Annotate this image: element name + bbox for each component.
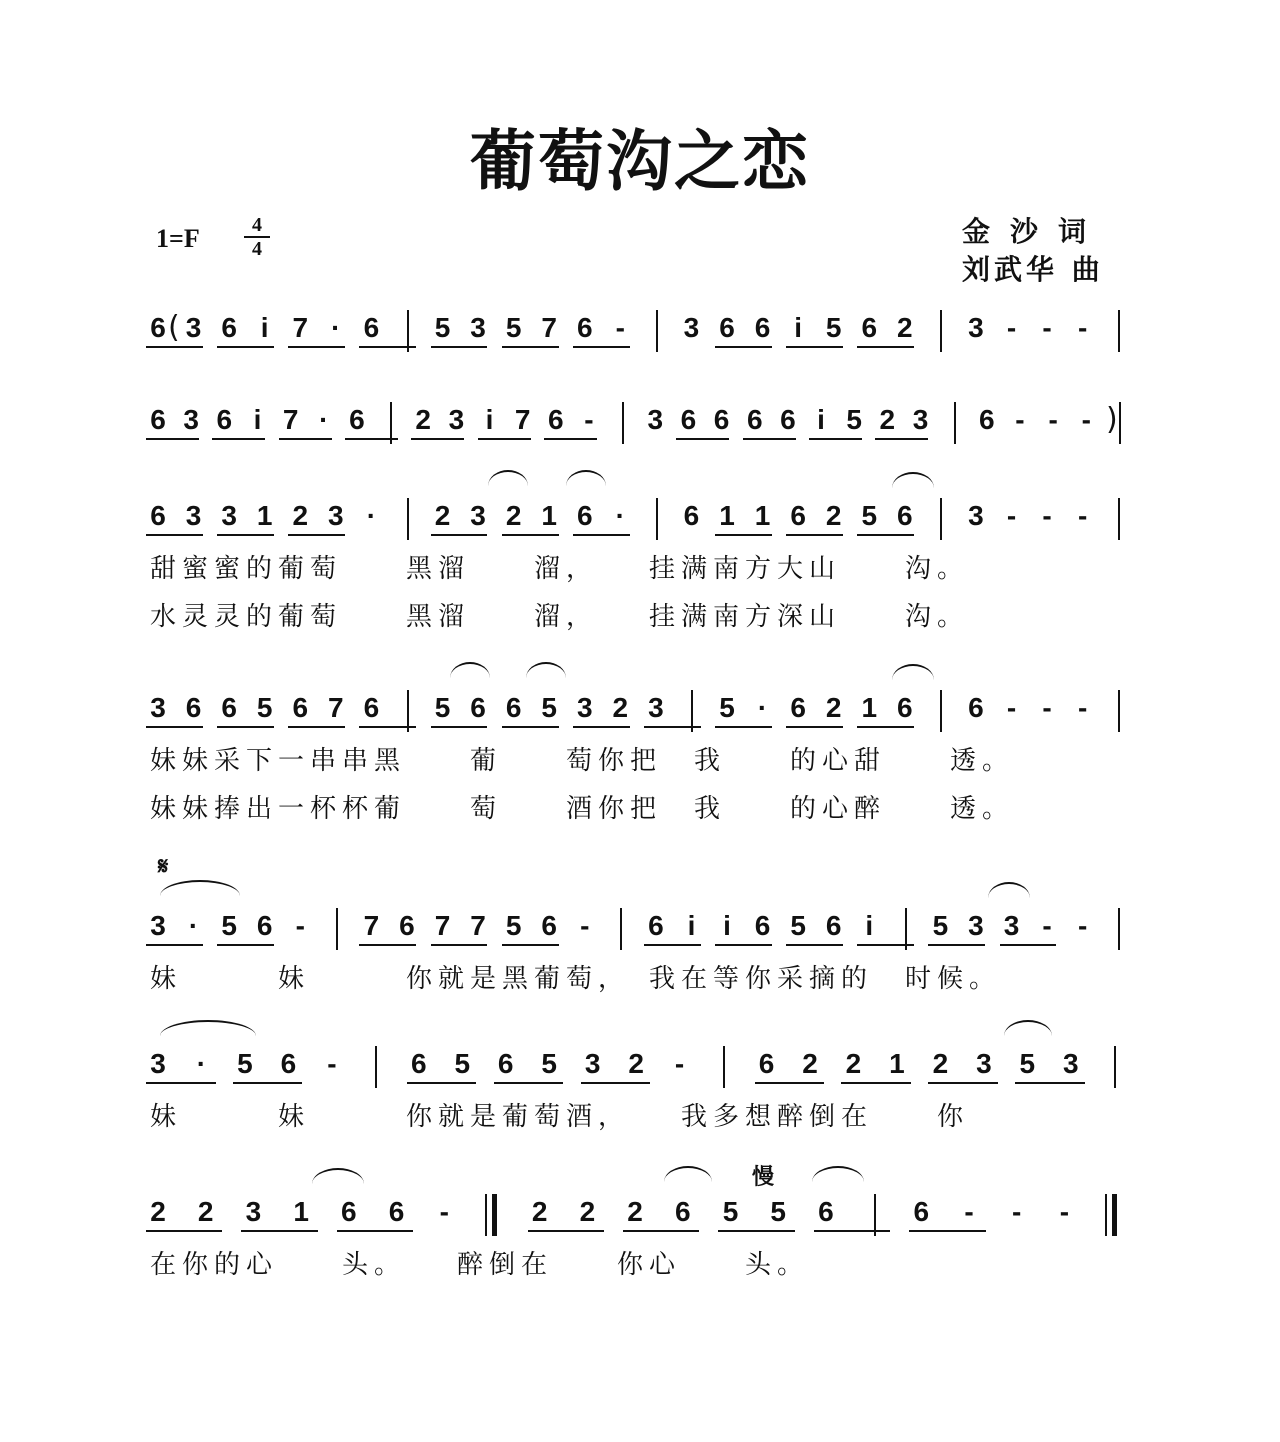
bar-line	[407, 310, 409, 352]
note: -	[1042, 312, 1052, 343]
beam	[431, 346, 488, 348]
note: 7	[292, 312, 309, 343]
beam	[786, 346, 843, 348]
note: i	[687, 910, 696, 941]
note: 2	[434, 500, 451, 531]
note: 6	[497, 1048, 514, 1079]
lyric-line: 妹妹捧出一杯杯葡 萄 酒你把 我 的心醉 透。	[150, 794, 1015, 824]
beam	[217, 534, 274, 536]
beam	[581, 1082, 651, 1084]
beam	[146, 438, 199, 440]
note: 6	[968, 692, 984, 723]
note: 1	[541, 500, 557, 531]
beam	[241, 1230, 317, 1232]
bar-line	[622, 402, 624, 444]
beam	[573, 726, 630, 728]
beam	[494, 1082, 564, 1084]
note: 6	[216, 404, 233, 435]
note: 6	[541, 910, 557, 941]
note: 7	[282, 404, 299, 435]
note: 6	[680, 404, 697, 435]
note: ·	[366, 500, 377, 531]
note: -	[1077, 312, 1088, 343]
note: ·	[331, 312, 341, 343]
note: 6	[790, 692, 806, 723]
note: 3	[185, 312, 202, 343]
note: 2	[415, 404, 431, 435]
note: -	[1077, 500, 1088, 531]
note: 1	[754, 500, 771, 531]
lyric-line: 在你的心 头。 醉倒在 你心 头。	[150, 1250, 810, 1280]
bar-line	[1118, 908, 1120, 950]
note: 3	[976, 1048, 992, 1079]
note: 6	[674, 1196, 691, 1227]
note: 6	[897, 500, 913, 531]
note: 6	[758, 1048, 775, 1079]
note: 6	[719, 312, 735, 343]
beam	[875, 438, 928, 440]
note: 6	[897, 692, 913, 723]
note: 7	[541, 312, 557, 343]
bar-line	[905, 908, 907, 950]
note: 6	[388, 1196, 405, 1227]
note: -	[1077, 910, 1088, 941]
beam	[857, 346, 914, 348]
slur	[566, 470, 606, 486]
note: 3	[328, 500, 344, 531]
slur	[526, 662, 566, 678]
note: 3	[221, 500, 237, 531]
beam	[928, 944, 985, 946]
note: 3	[584, 1048, 601, 1079]
beam	[146, 346, 203, 348]
note: 5	[846, 404, 862, 435]
note: 5	[541, 1048, 557, 1079]
slur	[892, 472, 934, 488]
note: 6	[470, 692, 486, 723]
beam	[146, 534, 203, 536]
note: 2	[292, 500, 309, 531]
note: 3	[183, 404, 199, 435]
beam	[279, 438, 332, 440]
note: -	[584, 404, 594, 435]
beam	[1015, 1082, 1085, 1084]
note: 6	[363, 312, 380, 343]
note: 5	[861, 500, 878, 531]
note: 7	[363, 910, 380, 941]
bar-line	[1112, 1194, 1117, 1236]
bar-line	[656, 498, 658, 540]
note: 6	[648, 910, 664, 941]
note: 6	[746, 404, 763, 435]
note: -	[327, 1048, 337, 1079]
note: -	[1042, 692, 1052, 723]
note: 2	[505, 500, 522, 531]
slur	[312, 1168, 364, 1184]
beam	[288, 726, 345, 728]
beam	[502, 726, 559, 728]
bar-line	[390, 402, 392, 444]
beam	[715, 726, 772, 728]
note: 5	[434, 312, 451, 343]
beam	[623, 1230, 699, 1232]
note: -	[615, 312, 625, 343]
note: 3	[683, 312, 700, 343]
note: 6	[411, 1048, 427, 1079]
slur	[892, 664, 934, 680]
lyric-line: 水灵灵的葡萄 黑溜 溜， 挂满南方深山 沟。	[150, 602, 970, 632]
beam	[359, 944, 416, 946]
note: i	[794, 312, 803, 343]
beam	[502, 944, 559, 946]
open-paren: (	[168, 310, 180, 345]
note: ·	[615, 500, 625, 531]
time-signature-bottom: 4	[252, 238, 262, 260]
slur	[1004, 1020, 1052, 1036]
note: 6	[292, 692, 309, 723]
note: 6	[341, 1196, 357, 1227]
note: 5	[505, 312, 522, 343]
note: 3	[150, 692, 166, 723]
beam	[544, 438, 597, 440]
note: 3	[150, 910, 166, 941]
note: 2	[628, 1048, 644, 1079]
note: ·	[196, 1048, 207, 1079]
beam	[407, 1082, 477, 1084]
beam	[841, 1082, 911, 1084]
beam	[755, 1082, 825, 1084]
beam	[528, 1230, 604, 1232]
note: 6	[548, 404, 564, 435]
beam	[809, 438, 862, 440]
note: 3	[912, 404, 929, 435]
time-signature	[244, 214, 270, 260]
bar-line	[336, 908, 338, 950]
note: 2	[802, 1048, 818, 1079]
note: 6	[713, 404, 730, 435]
note: 2	[197, 1196, 214, 1227]
bar-line	[1114, 1046, 1116, 1088]
note: 2	[845, 1048, 862, 1079]
note: -	[1077, 692, 1088, 723]
beam	[909, 1230, 985, 1232]
note: 6	[399, 910, 415, 941]
beam	[288, 346, 345, 348]
note: 1	[256, 500, 273, 531]
note: 6	[576, 500, 593, 531]
note: 5	[825, 312, 842, 343]
note: 7	[328, 692, 344, 723]
bar-line	[691, 690, 693, 732]
note: 2	[825, 692, 842, 723]
note: 7	[470, 910, 486, 941]
song-title: 葡萄沟之恋	[470, 123, 810, 200]
bar-line	[1118, 690, 1120, 732]
note: 5	[1019, 1048, 1036, 1079]
note: 3	[968, 910, 984, 941]
note: 5	[770, 1196, 786, 1227]
note: 6	[221, 692, 237, 723]
note: -	[1042, 910, 1052, 941]
note: 6	[150, 404, 166, 435]
beam	[431, 944, 488, 946]
note: 6	[754, 910, 771, 941]
note: 5	[221, 910, 237, 941]
beam	[478, 438, 531, 440]
note: -	[1059, 1196, 1070, 1227]
note: i	[253, 404, 262, 435]
beam	[743, 438, 796, 440]
note: 2	[531, 1196, 548, 1227]
beam	[431, 534, 488, 536]
note: -	[964, 1196, 974, 1227]
note: i	[723, 910, 731, 941]
beam	[502, 346, 559, 348]
note: -	[439, 1196, 449, 1227]
note: 6	[683, 500, 700, 531]
beam	[217, 944, 274, 946]
note: 3	[150, 1048, 166, 1079]
note: 5	[454, 1048, 471, 1079]
note: 2	[932, 1048, 949, 1079]
note: 3	[647, 404, 664, 435]
note: 6	[256, 910, 273, 941]
note: 1	[293, 1196, 309, 1227]
key-signature: 1=F	[156, 224, 200, 253]
beam	[676, 438, 729, 440]
note: 5	[434, 692, 451, 723]
beam	[928, 1082, 998, 1084]
beam	[146, 944, 203, 946]
note: 3	[968, 500, 984, 531]
beam	[715, 534, 772, 536]
note: 6	[913, 1196, 930, 1227]
note: 1	[719, 500, 735, 531]
slur	[488, 470, 528, 486]
note: 6	[150, 500, 166, 531]
note: -	[1006, 500, 1017, 531]
note: 2	[612, 692, 629, 723]
note: 5	[256, 692, 273, 723]
segno-sign: 𝄋	[158, 852, 169, 880]
note: 6	[825, 910, 842, 941]
slur	[160, 1020, 256, 1036]
beam	[431, 726, 488, 728]
bar-line	[485, 1194, 487, 1236]
bar-line	[940, 498, 942, 540]
beam	[814, 1230, 890, 1232]
beam	[146, 1082, 216, 1084]
note: 2	[825, 500, 842, 531]
note: 3	[185, 500, 202, 531]
note: -	[580, 910, 590, 941]
note: 3	[576, 692, 593, 723]
lyric-line: 甜蜜蜜的葡萄 黑溜 溜， 挂满南方大山 沟。	[150, 554, 970, 584]
bar-line	[723, 1046, 725, 1088]
note: 6	[505, 692, 522, 723]
beam	[573, 346, 630, 348]
note: i	[485, 404, 494, 435]
note: 2	[150, 1196, 166, 1227]
note: 5	[237, 1048, 253, 1079]
slur	[450, 662, 490, 678]
note: -	[295, 910, 305, 941]
note: 2	[879, 404, 896, 435]
note: -	[1042, 500, 1052, 531]
note: -	[1012, 1196, 1022, 1227]
note: 6	[818, 1196, 834, 1227]
note: 6	[754, 312, 771, 343]
bar-line	[940, 690, 942, 732]
note: 5	[932, 910, 949, 941]
note: 6	[280, 1048, 297, 1079]
note: 2	[897, 312, 913, 343]
bar-line	[1119, 402, 1121, 444]
slur	[988, 882, 1030, 898]
bar-line	[407, 498, 409, 540]
bar-line	[874, 1194, 876, 1236]
note: 3	[968, 312, 984, 343]
bar-line	[492, 1194, 497, 1236]
beam	[857, 726, 914, 728]
note: 6	[576, 312, 593, 343]
beam	[217, 346, 274, 348]
beam	[786, 726, 843, 728]
beam	[411, 438, 464, 440]
note: 2	[579, 1196, 596, 1227]
note: 3	[470, 500, 486, 531]
note: 7	[434, 910, 451, 941]
beam	[573, 534, 630, 536]
beam	[857, 534, 914, 536]
note: -	[1048, 404, 1058, 435]
note: 6	[861, 312, 878, 343]
beam	[146, 1230, 222, 1232]
slur	[812, 1166, 864, 1182]
slur	[664, 1166, 712, 1182]
bar-line	[620, 908, 622, 950]
note: 3	[245, 1196, 262, 1227]
note: i	[817, 404, 825, 435]
beam	[288, 534, 345, 536]
note: 5	[505, 910, 522, 941]
beam	[786, 534, 843, 536]
note: 7	[514, 404, 531, 435]
tempo-marking: 慢	[752, 1165, 775, 1190]
bar-line	[1105, 1194, 1107, 1236]
beam	[217, 726, 274, 728]
note: 6	[150, 312, 166, 343]
bar-line	[407, 690, 409, 732]
note: i	[260, 312, 269, 343]
note: 5	[722, 1196, 739, 1227]
note: 2	[627, 1196, 643, 1227]
beam	[715, 944, 772, 946]
note: 6	[349, 404, 365, 435]
note: 3	[1063, 1048, 1079, 1079]
beam	[644, 944, 701, 946]
note: 6	[979, 404, 995, 435]
bar-line	[954, 402, 956, 444]
note: 6	[221, 312, 237, 343]
lyric-line: 妹妹采下一串串黑 葡 萄你把 我 的心甜 透。	[150, 746, 1015, 776]
lyric-line: 妹 妹 你就是黑葡萄， 我在等你采摘的 时候。	[150, 964, 1002, 994]
note: 3	[648, 692, 664, 723]
lyric-line: 妹 妹 你就是葡萄酒， 我多想醉倒在 你	[150, 1102, 970, 1132]
beam	[718, 1230, 794, 1232]
beam	[786, 944, 843, 946]
composer-credit: 刘武华 曲	[962, 253, 1104, 286]
close-paren: )	[1106, 402, 1118, 437]
bar-line	[1118, 310, 1120, 352]
note: -	[674, 1048, 685, 1079]
note: ·	[188, 910, 199, 941]
note: 1	[889, 1048, 905, 1079]
bar-line	[940, 310, 942, 352]
note: -	[1081, 404, 1091, 435]
beam	[502, 534, 559, 536]
beam	[212, 438, 265, 440]
note: i	[865, 910, 874, 941]
note: -	[1015, 404, 1025, 435]
note: -	[1006, 692, 1017, 723]
beam	[233, 1082, 303, 1084]
bar-line	[656, 310, 658, 352]
bar-line	[1118, 498, 1120, 540]
beam	[715, 346, 772, 348]
note: 5	[719, 692, 735, 723]
beam	[146, 726, 203, 728]
note: 5	[790, 910, 806, 941]
note: 3	[470, 312, 486, 343]
note: 6	[185, 692, 202, 723]
note: ·	[319, 404, 329, 435]
note: 6	[363, 692, 380, 723]
note: ·	[757, 692, 768, 723]
lyricist-credit: 金沙词	[962, 215, 1107, 248]
note: 6	[790, 500, 806, 531]
slur	[160, 880, 240, 896]
note: -	[1006, 312, 1017, 343]
time-signature-top: 4	[244, 214, 270, 238]
note: 5	[541, 692, 557, 723]
beam	[337, 1230, 413, 1232]
note: 1	[861, 692, 878, 723]
note: 3	[448, 404, 465, 435]
note: 3	[1003, 910, 1020, 941]
beam	[1000, 944, 1057, 946]
bar-line	[375, 1046, 377, 1088]
note: 6	[780, 404, 796, 435]
